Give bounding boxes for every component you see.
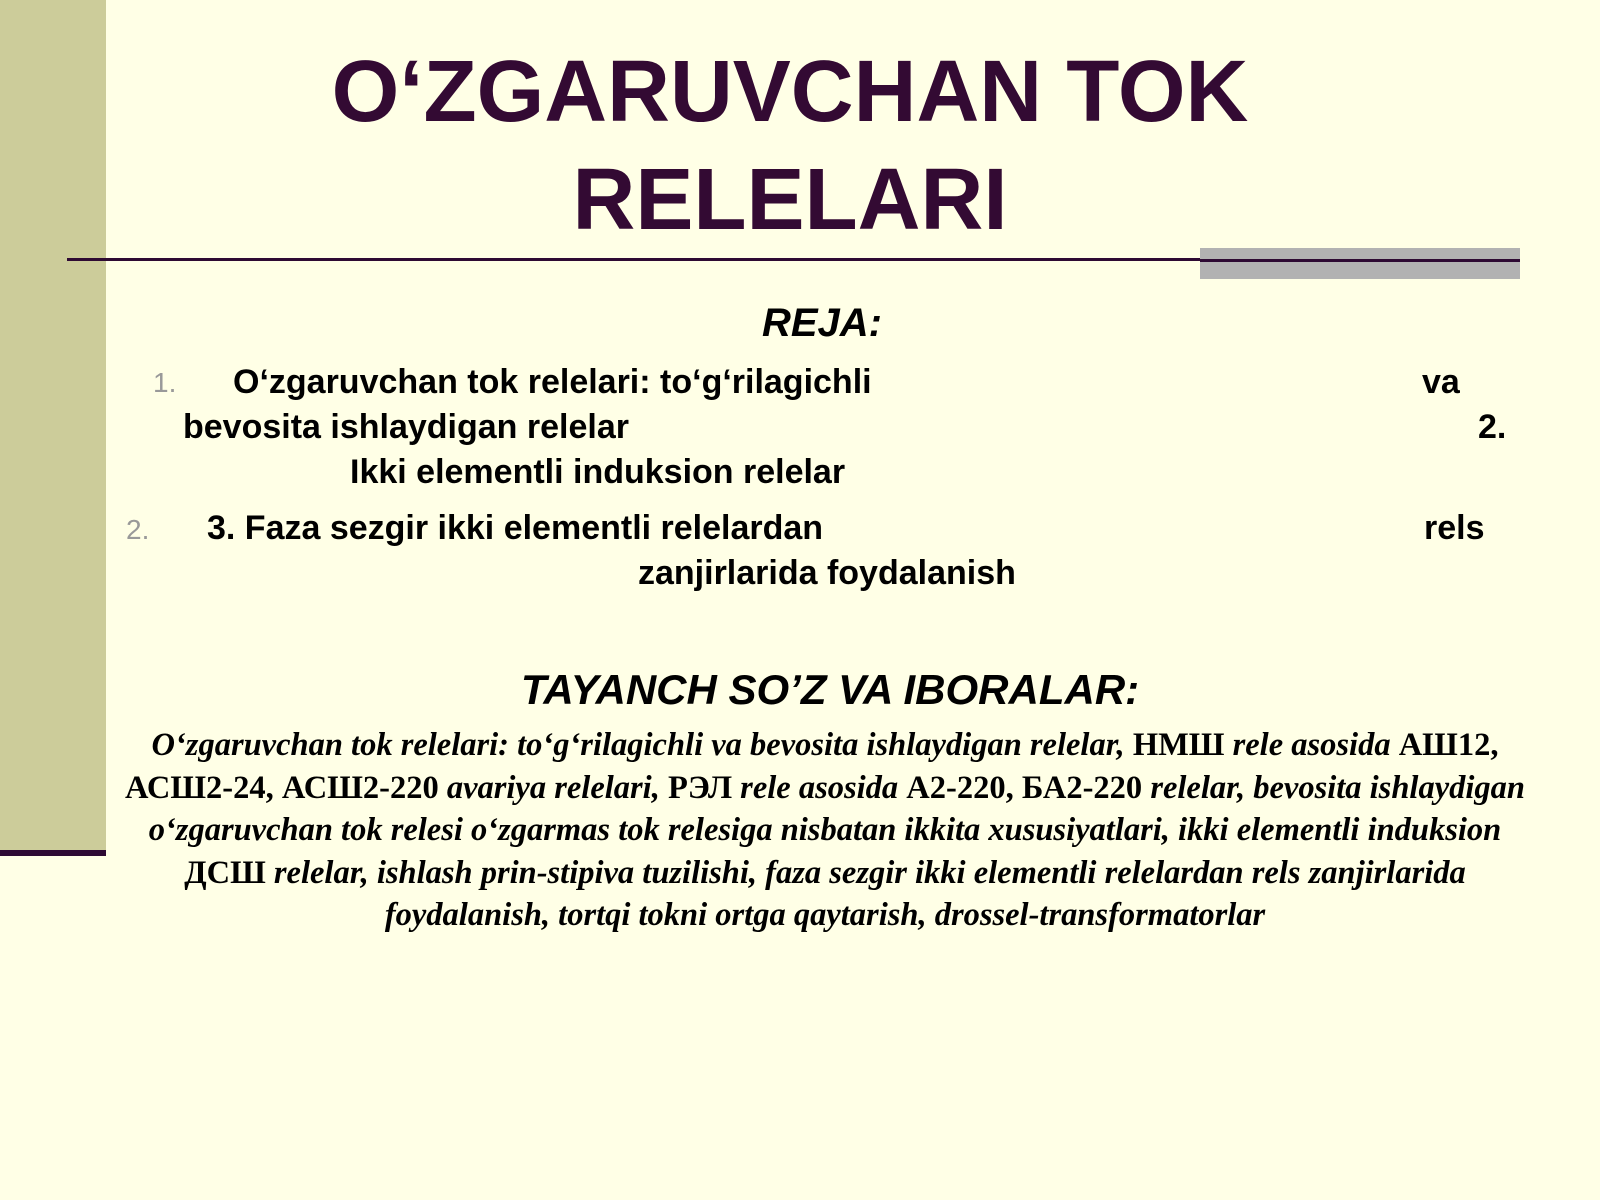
keywords-text: avariya relelari,: [438, 769, 668, 806]
title-rule-accent: [1200, 248, 1520, 279]
keywords-code: А2-220, БА2-220: [906, 769, 1143, 806]
plan-item-1-number: 1.: [153, 367, 177, 398]
side-bar-divider: [0, 850, 106, 856]
title-rule-accent-line: [1200, 259, 1520, 262]
plan-item-1-line-3: Ikki elementli induksion relelar: [350, 453, 846, 491]
plan-item-1-line-2-end: 2.: [1478, 408, 1507, 446]
keywords-text: relelar, ishlash prin-stipiva tuzilishi, faza sezgir ikki elementli relelardan rels zanjirlarida foydalanish, tortqi tokni ortga qaytarish, drossel-transformatorlar: [265, 854, 1466, 934]
keywords-paragraph: [125, 724, 1525, 937]
plan-item-1-line-1: O‘zgaruvchan tok relelari: to‘g‘rilagichli: [233, 363, 872, 401]
keywords-text: rele asosida: [1224, 727, 1399, 763]
keywords-code: РЭЛ: [667, 769, 733, 806]
keywords-text: relelar, bevosita ishlaydigan o‘zgaruvchan tok relesi o‘zgarmas tok relesiga nisbatan ikkita xususiyatlari, ikki elementli induksion: [148, 769, 1525, 849]
keywords-text: rele asosida: [732, 769, 907, 806]
side-bar: [0, 0, 106, 853]
keywords-code: АШ12, АСШ2-24, АСШ2-220: [125, 727, 1499, 806]
plan-item-2-line-2: zanjirlarida foydalanish: [638, 554, 1016, 592]
plan-item-1-line-1-end: va: [1422, 363, 1460, 401]
plan-item-1-line-2: bevosita ishlaydigan relelar: [183, 408, 629, 446]
plan-item-2-line-1-end: rels: [1424, 509, 1485, 547]
slide-title: O‘ZGARUVCHAN TOK RELELARI: [331, 43, 1249, 248]
plan-item-2-line-1: 3. Faza sezgir ikki elementli relelardan: [207, 509, 824, 547]
keywords-code: ДСШ: [184, 854, 266, 891]
keywords-heading: TAYANCH SO’Z VA IBORALAR:: [520, 666, 1140, 713]
plan-item-2-number: 2.: [126, 514, 150, 545]
keywords-code: НМШ: [1132, 727, 1225, 763]
keywords-text: O‘zgaruvchan tok relelari: to‘g‘rilagichli va bevosita ishlaydigan relelar,: [151, 727, 1133, 763]
plan-heading: REJA:: [761, 301, 883, 345]
